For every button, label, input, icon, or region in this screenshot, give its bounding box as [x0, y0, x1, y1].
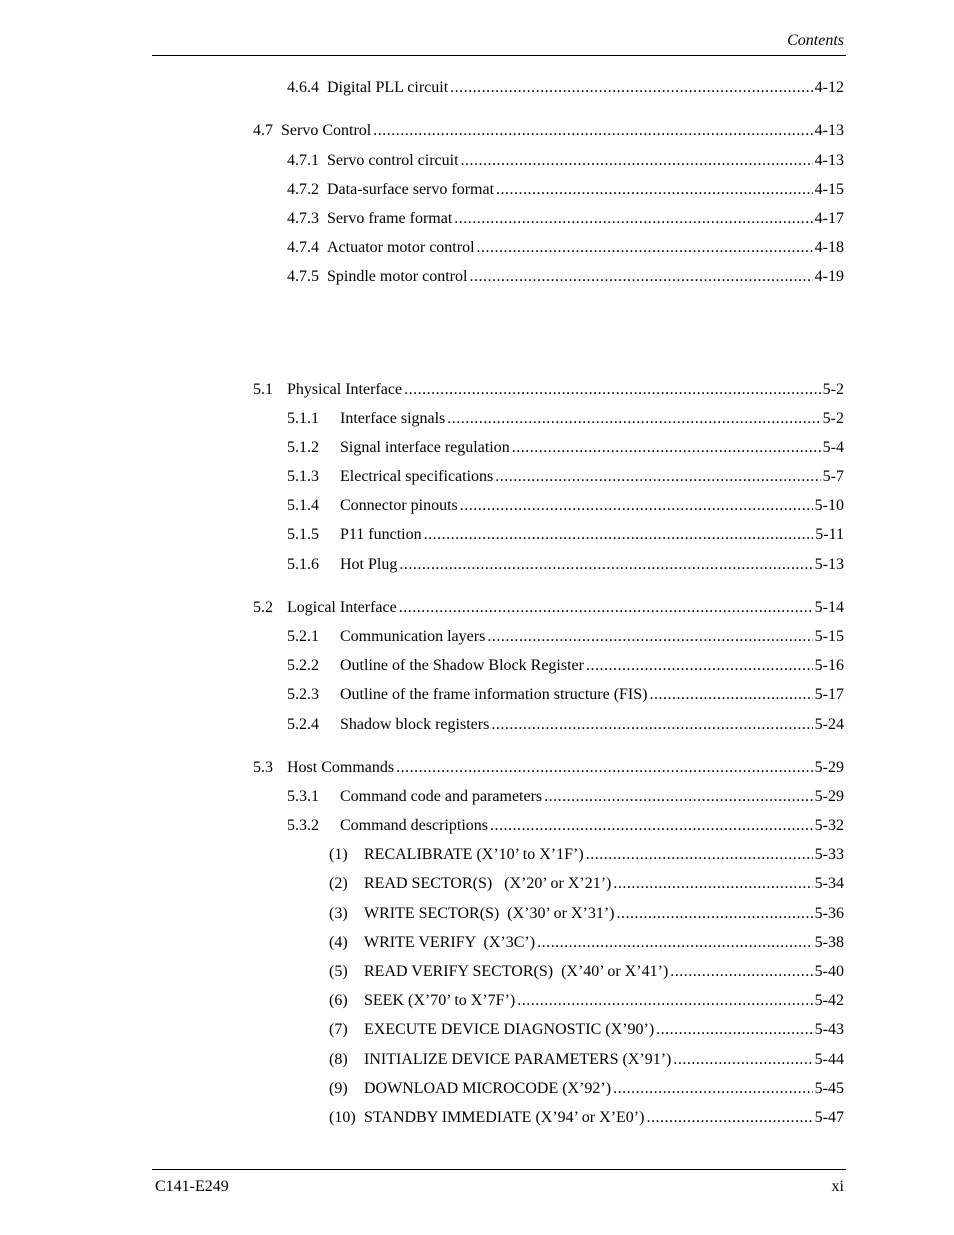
toc-entry[interactable]: [287, 266, 844, 288]
toc-entry-page: 4-12: [814, 79, 844, 96]
toc-leader: [373, 120, 812, 142]
toc-entry-number: (1): [329, 846, 348, 863]
toc-entry[interactable]: [329, 903, 844, 925]
toc-entry-page: 5-40: [814, 963, 844, 980]
toc-entry-number: (2): [329, 875, 348, 892]
toc-entry-number: 5.2.2: [287, 657, 319, 674]
toc-leader: [447, 408, 820, 430]
toc-entry-page: 5-47: [814, 1109, 844, 1126]
toc-entry[interactable]: [253, 120, 844, 142]
toc-entry[interactable]: [287, 655, 844, 677]
toc-entry-number: (7): [329, 1021, 348, 1038]
toc-entry[interactable]: [287, 815, 844, 837]
toc-entry-title: Interface signals: [340, 410, 446, 427]
toc-entry-page: 5-29: [814, 788, 844, 805]
toc-entry-title: WRITE VERIFY (X’3C’): [364, 934, 536, 951]
toc-entry[interactable]: [287, 524, 844, 546]
toc-leader: [586, 844, 813, 866]
toc-entry-page: 5-44: [814, 1051, 844, 1068]
toc-entry-page: 5-29: [814, 759, 844, 776]
toc-entry-number: 4.7: [253, 122, 273, 139]
toc-entry-page: 4-19: [814, 268, 844, 285]
toc-entry-number: 5.1.4: [287, 497, 319, 514]
toc-entry-number: (10): [329, 1109, 356, 1126]
toc-entry-page: 5-17: [814, 686, 844, 703]
toc-entry-title: Connector pinouts: [340, 497, 458, 514]
toc-entry-page: 5-38: [814, 934, 844, 951]
toc-leader: [649, 684, 812, 706]
toc-leader: [537, 932, 813, 954]
toc-entry-number: 5.1: [253, 381, 273, 398]
toc-entry[interactable]: [287, 554, 844, 576]
toc-entry-page: 4-17: [814, 210, 844, 227]
toc-leader: [460, 495, 813, 517]
toc-entry[interactable]: [329, 844, 844, 866]
toc-entry[interactable]: [287, 626, 844, 648]
toc-entry[interactable]: [287, 684, 844, 706]
toc-entry-page: 5-15: [814, 628, 844, 645]
toc-entry-page: 4-13: [814, 122, 844, 139]
toc-entry-page: 5-2: [822, 381, 844, 398]
toc-leader: [487, 626, 812, 648]
toc-entry-page: 5-11: [815, 526, 844, 543]
toc-entry-title: RECALIBRATE (X’10’ to X’1F’): [364, 846, 584, 863]
toc-entry-title: Physical Interface: [287, 381, 403, 398]
toc-entry-title: STANDBY IMMEDIATE (X’94’ or X’E0’): [364, 1109, 645, 1126]
toc-leader: [461, 150, 813, 172]
toc-entry-number: 5.1.6: [287, 556, 319, 573]
toc-entry-number: 5.3.2: [287, 817, 319, 834]
toc-entry-title: Signal interface regulation: [340, 439, 510, 456]
toc-leader: [544, 786, 813, 808]
toc-entry-number: (9): [329, 1080, 348, 1097]
toc-leader: [656, 1019, 813, 1041]
toc-entry-number: 5.1.2: [287, 439, 319, 456]
toc-entry-page: 5-33: [814, 846, 844, 863]
toc-entry[interactable]: [287, 495, 844, 517]
toc-entry[interactable]: [287, 408, 844, 430]
toc-entry-page: 4-13: [814, 152, 844, 169]
toc-entry-number: (6): [329, 992, 348, 1009]
footer-rule: [152, 1169, 846, 1170]
toc-leader: [454, 208, 812, 230]
toc-entry-title: READ VERIFY SECTOR(S) (X’40’ or X’41’): [364, 963, 669, 980]
toc-leader: [477, 237, 813, 259]
toc-entry[interactable]: [329, 873, 844, 895]
toc-entry-title: Hot Plug: [340, 556, 398, 573]
toc-entry-title: Host Commands: [287, 759, 395, 776]
toc-entry-title: Actuator motor control: [327, 239, 475, 256]
toc-entry-page: 5-13: [814, 556, 844, 573]
toc-entry[interactable]: [287, 77, 844, 99]
toc-entry-number: 5.3.1: [287, 788, 319, 805]
toc-entry-title: READ SECTOR(S) (X’20’ or X’21’): [364, 875, 612, 892]
toc-entry-title: Shadow block registers: [340, 716, 490, 733]
toc-entry-title: Logical Interface: [287, 599, 397, 616]
toc-entry-number: 5.2.4: [287, 716, 319, 733]
toc-entry[interactable]: [329, 1107, 844, 1129]
toc-entry[interactable]: [287, 208, 844, 230]
toc-entry-number: 4.7.1: [287, 152, 319, 169]
toc-entry[interactable]: [253, 379, 844, 401]
header-rule: [152, 55, 846, 56]
toc-leader: [673, 1049, 812, 1071]
toc-leader: [670, 961, 812, 983]
toc-entry-page: 5-4: [822, 439, 844, 456]
toc-entry-number: 5.1.5: [287, 526, 319, 543]
toc-entry[interactable]: [287, 786, 844, 808]
page-header-title: Contents: [787, 32, 844, 49]
toc-entry[interactable]: [287, 237, 844, 259]
toc-entry-number: (4): [329, 934, 348, 951]
toc-entry[interactable]: [329, 932, 844, 954]
toc-entry-title: Outline of the frame information structure (FIS): [340, 686, 648, 703]
toc-entry-page: 5-32: [814, 817, 844, 834]
toc-entry-page: 5-7: [822, 468, 844, 485]
toc-entry-number: 4.7.4: [287, 239, 319, 256]
toc-entry-title: Data-surface servo format: [327, 181, 495, 198]
toc-entry-number: 4.7.2: [287, 181, 319, 198]
toc-leader: [646, 1107, 812, 1129]
toc-leader: [399, 597, 813, 619]
toc-entry-title: Servo control circuit: [327, 152, 459, 169]
toc-leader: [491, 714, 812, 736]
toc-entry-number: 5.1.3: [287, 468, 319, 485]
toc-entry-number: 4.7.3: [287, 210, 319, 227]
toc-entry-title: Outline of the Shadow Block Register: [340, 657, 584, 674]
toc-entry-title: SEEK (X’70’ to X’7F’): [364, 992, 516, 1009]
toc-entry-title: Command descriptions: [340, 817, 488, 834]
toc-entry-page: 5-36: [814, 905, 844, 922]
toc-entry[interactable]: [287, 437, 844, 459]
toc-leader: [469, 266, 812, 288]
toc-entry-title: INITIALIZE DEVICE PARAMETERS (X’91’): [364, 1051, 672, 1068]
toc-entry-title: P11 function: [340, 526, 422, 543]
toc-leader: [399, 554, 812, 576]
toc-entry-page: 5-14: [814, 599, 844, 616]
toc-entry-title: Servo frame format: [327, 210, 453, 227]
toc-entry-number: (8): [329, 1051, 348, 1068]
toc-leader: [613, 873, 812, 895]
toc-entry-title: DOWNLOAD MICROCODE (X’92’): [364, 1080, 612, 1097]
toc-entry[interactable]: [329, 1049, 844, 1071]
toc-leader: [396, 757, 813, 779]
toc-entry-title: Digital PLL circuit: [327, 79, 449, 96]
toc-entry-title: Electrical specifications: [340, 468, 494, 485]
toc-entry-page: 5-16: [814, 657, 844, 674]
toc-leader: [490, 815, 813, 837]
toc-leader: [613, 1078, 813, 1100]
document-id: C141-E249: [155, 1178, 229, 1195]
toc-leader: [517, 990, 812, 1012]
toc-leader: [512, 437, 821, 459]
toc-entry[interactable]: [329, 1078, 844, 1100]
toc-entry[interactable]: [253, 597, 844, 619]
toc-entry[interactable]: [287, 150, 844, 172]
toc-leader: [404, 379, 821, 401]
toc-entry-title: Communication layers: [340, 628, 486, 645]
toc-entry-page: 5-43: [814, 1021, 844, 1038]
toc-leader: [495, 466, 820, 488]
toc-entry-number: 5.2.1: [287, 628, 319, 645]
toc-entry-page: 5-34: [814, 875, 844, 892]
toc-entry-page: 5-24: [814, 716, 844, 733]
toc-entry-page: 4-15: [814, 181, 844, 198]
toc-entry-number: 4.7.5: [287, 268, 319, 285]
toc-leader: [496, 179, 813, 201]
toc-entry-number: (5): [329, 963, 348, 980]
toc-leader: [586, 655, 813, 677]
toc-entry-title: Servo Control: [281, 122, 372, 139]
toc-entry-page: 5-42: [814, 992, 844, 1009]
toc-entry-page: 5-10: [814, 497, 844, 514]
toc-entry-page: 4-18: [814, 239, 844, 256]
toc-entry-number: (3): [329, 905, 348, 922]
toc-entry[interactable]: [329, 990, 844, 1012]
toc-entry-title: Command code and parameters: [340, 788, 543, 805]
toc-leader: [450, 77, 813, 99]
toc-leader: [424, 524, 814, 546]
toc-leader: [616, 903, 812, 925]
toc-entry[interactable]: [329, 1019, 844, 1041]
toc-entry-page: 5-2: [822, 410, 844, 427]
toc-entry[interactable]: [253, 757, 844, 779]
toc-entry-number: 4.6.4: [287, 79, 319, 96]
toc-entry-page: 5-45: [814, 1080, 844, 1097]
toc-entry[interactable]: [287, 466, 844, 488]
toc-entry[interactable]: [287, 714, 844, 736]
toc-entry[interactable]: [287, 179, 844, 201]
toc-entry-number: 5.3: [253, 759, 273, 776]
toc-entry-number: 5.2.3: [287, 686, 319, 703]
toc-entry-title: WRITE SECTOR(S) (X’30’ or X’31’): [364, 905, 615, 922]
toc-entry-number: 5.1.1: [287, 410, 319, 427]
toc-entry-number: 5.2: [253, 599, 273, 616]
toc-entry[interactable]: [329, 961, 844, 983]
toc-entry-title: EXECUTE DEVICE DIAGNOSTIC (X’90’): [364, 1021, 655, 1038]
toc-entry-title: Spindle motor control: [327, 268, 468, 285]
page-number: xi: [831, 1178, 844, 1195]
